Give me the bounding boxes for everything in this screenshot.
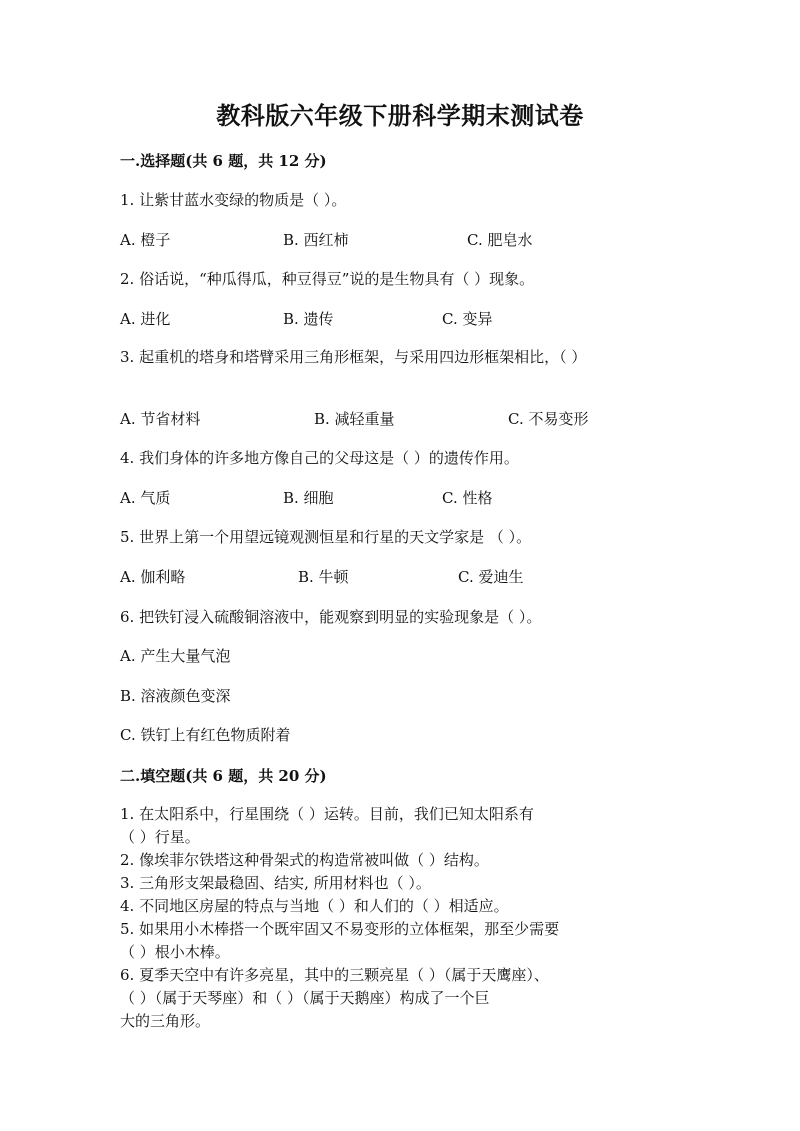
section-heading-fill: 二.填空题(共 6 题，共 20 分) <box>120 767 327 785</box>
q6-option-b: B. 溶液颜色变深 <box>120 687 231 705</box>
q1-option-b: B. 西红柿 <box>283 231 349 249</box>
fill-in-questions <box>120 803 680 1033</box>
section-heading-choice: 一.选择题(共 6 题，共 12 分) <box>120 152 327 170</box>
fill-line: 6. 夏季天空中有许多亮星，其中的三颗亮星（ ）（属于天鹰座）、 <box>120 966 549 984</box>
q5-option-c: C. 爱迪生 <box>458 568 524 586</box>
fill-line: （ ）（属于天琴座）和（ ）（属于天鹅座）构成了一个巨 <box>120 989 490 1007</box>
q3-option-b: B. 减轻重量 <box>314 410 395 428</box>
q2-option-a: A. 进化 <box>120 310 171 328</box>
question-6: 6. 把铁钉浸入硫酸铜溶液中，能观察到明显的实验现象是（ ）。 <box>120 608 542 626</box>
q3-option-a: A. 节省材料 <box>120 410 201 428</box>
question-3: 3. 起重机的塔身和塔臂采用三角形框架，与采用四边形框架相比，（ ） <box>120 348 587 366</box>
fill-line: 3. 三角形支架最稳固、结实, 所用材料也（ ）。 <box>120 874 431 892</box>
q6-option-c: C. 铁钉上有红色物质附着 <box>120 726 291 744</box>
q1-option-c: C. 肥皂水 <box>467 231 533 249</box>
q4-option-a: A. 气质 <box>120 489 171 507</box>
q1-option-a: A. 橙子 <box>120 231 171 249</box>
fill-line: 2. 像埃菲尔铁塔这种骨架式的构造常被叫做（ ）结构。 <box>120 851 489 869</box>
fill-line: （ ）根小木棒。 <box>120 943 230 961</box>
q5-option-b: B. 牛顿 <box>298 568 349 586</box>
question-2: 2. 俗话说，“种瓜得瓜，种豆得豆”说的是生物具有（ ）现象。 <box>120 270 535 288</box>
q6-option-a: A. 产生大量气泡 <box>120 647 231 665</box>
question-5: 5. 世界上第一个用望远镜观测恒星和行星的天文学家是 （ ）。 <box>120 528 532 546</box>
question-4: 4. 我们身体的许多地方像自己的父母这是（ ）的遗传作用。 <box>120 449 519 467</box>
exam-title: 教科版六年级下册科学期末测试卷 <box>216 101 584 130</box>
fill-line: 1. 在太阳系中，行星围绕（ ）运转。目前，我们已知太阳系有 <box>120 805 534 823</box>
q4-option-c: C. 性格 <box>442 489 493 507</box>
fill-line: 5. 如果用小木棒搭一个既牢固又不易变形的立体框架，那至少需要 <box>120 920 560 938</box>
fill-line: 大的三角形。 <box>120 1012 211 1030</box>
q4-option-b: B. 细胞 <box>283 489 334 507</box>
question-1: 1. 让紫甘蓝水变绿的物质是（ ）。 <box>120 191 347 209</box>
fill-line: （ ）行星。 <box>120 828 200 846</box>
fill-line: 4. 不同地区房屋的特点与当地（ ）和人们的（ ）相适应。 <box>120 897 509 915</box>
q2-option-b: B. 遗传 <box>283 310 334 328</box>
q5-option-a: A. 伽利略 <box>120 568 186 586</box>
q2-option-c: C. 变异 <box>442 310 493 328</box>
q3-option-c: C. 不易变形 <box>508 410 589 428</box>
